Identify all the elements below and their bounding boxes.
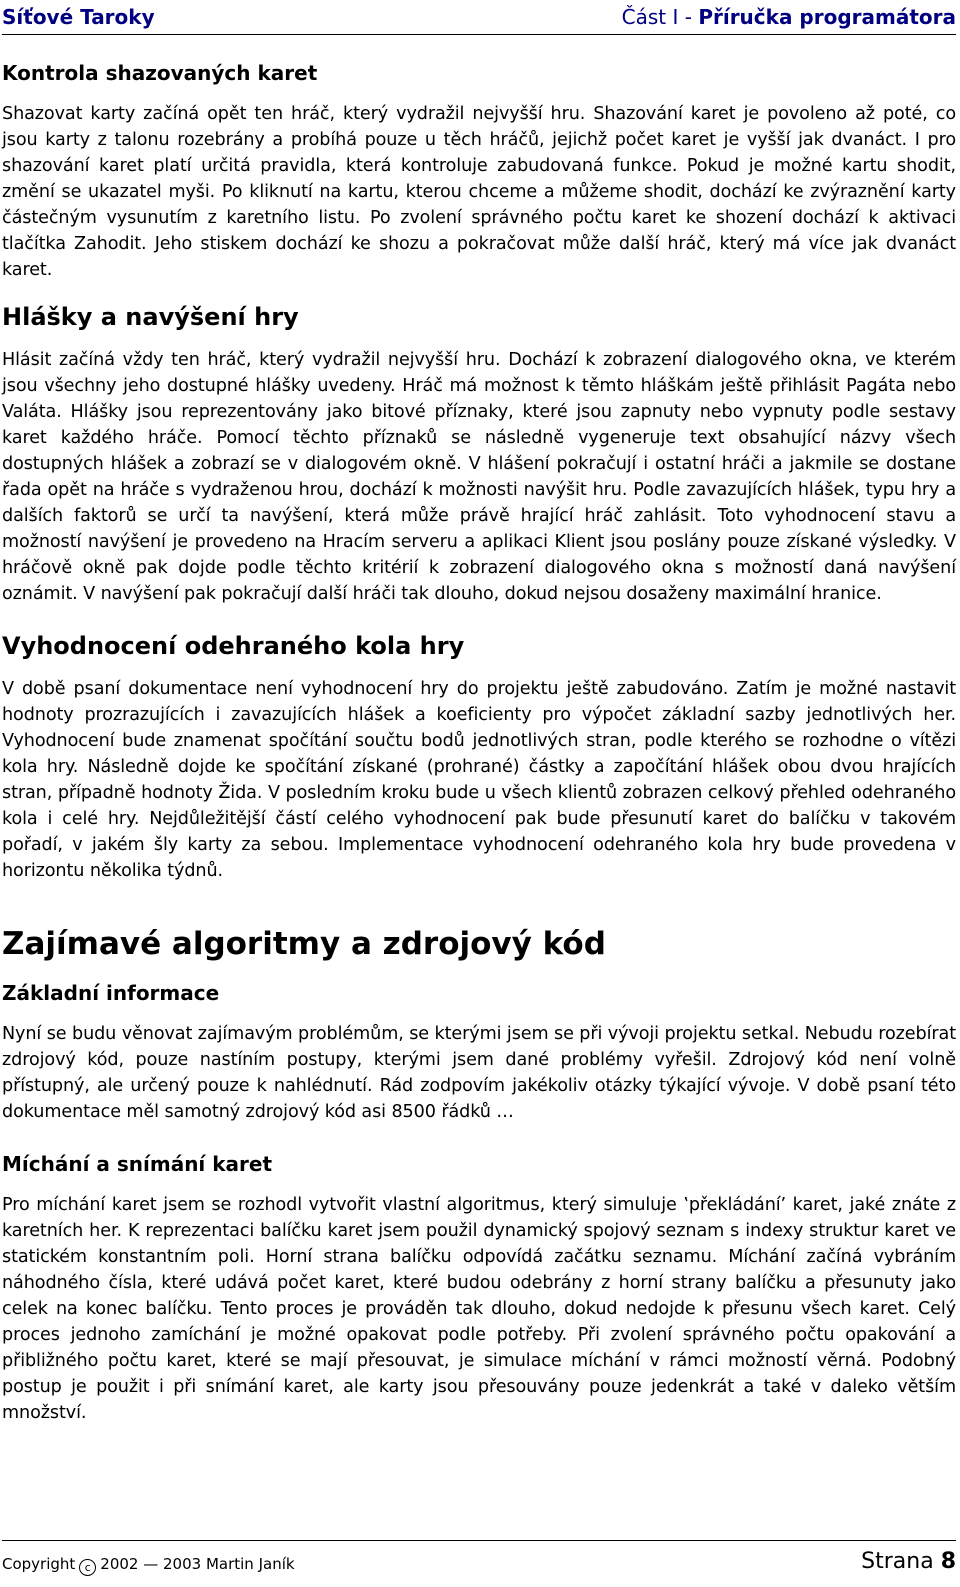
header-part-title: Příručka programátora: [698, 5, 956, 29]
header-part-prefix: Část I -: [621, 5, 699, 29]
page-header: [2, 4, 956, 35]
copyright-icon: c: [79, 1559, 96, 1576]
copyright-label: Copyright: [2, 1555, 76, 1573]
section-heading-zakladni: Základní informace: [2, 981, 220, 1005]
page-number-block: [861, 1548, 956, 1576]
section-text-hlasky: Hlásit začíná vždy ten hráč, který vydražil nejvyšší hru. Dochází k zobrazení dialogového okna, ve kterém jsou všechny jeho dostupné hlášky uvedeny. Hráč má možnost k těmto hláškám ještě přihlásit Pagáta nebo Valáta. Hlášky jsou reprezentovány jako bitové příznaky, které jsou zapnuty nebo vypnuty podle sestavy karet každého hráče. Pomocí těchto příznaků se následně vygeneruje text obsahující názvy všech dostupných hlášek a zobrazí se v dialogovém okně. V hlášení pokračují i ostatní hráči a jakmile se dostane řada opět na hráče s vydraženou hrou, dochází k možnosti navýšit hru. Podle zavazujících hlášek, typu hry a dalších faktorů se určí ta navýšení, která může právě hrající hráč zahlásit. Toto vyhodnocení stavu a možností navýšení je provedeno na Hracím serveru a aplikaci Klient jsou poslány pouze získané výsledky. V hráčově okně pak dojde podle těchto kritérií k zobrazení dialogového okna s možností daná navýšení oznámit. V navýšení pak pokračují další hráči tak dlouho, dokud nejsou dosaženy maximální hranice.: [2, 350, 956, 604]
header-part: [622, 4, 956, 30]
section-heading-hlasky: Hlášky a navýšení hry: [2, 303, 299, 331]
section-heading-michani: Míchání a snímání karet: [2, 1152, 273, 1176]
copyright-line: [2, 1552, 295, 1576]
page-footer: [2, 1540, 956, 1587]
chapter-heading: Zajímavé algoritmy a zdrojový kód: [2, 926, 606, 962]
copyright-years-author: 2002 — 2003 Martin Janík: [100, 1555, 295, 1573]
section-text-vyhodnoceni: V době psaní dokumentace není vyhodnocení hry do projektu ještě zabudováno. Zatím je možné nastavit hodnoty prozrazujících i zavazujících hlášek a koeficienty pro výpočet základní sazby jednotlivých her. Vyhodnocení bude znamenat spočítání součtu bodů jednotlivých stran, podle kterého se rozhodne o vítězi kola hry. Následně dojde ke spočítání získané (prohrané) částky a započítání hlášek obou dvou hrajících stran, případně hodnoty Žida. V posledním kroku bude u všech klientů zobrazen celkový přehled odehraného kola i celé hry. Nejdůležitější částí celého vyhodnocení pak bude přesunutí karet do balíčku v takovém pořadí, v jakém šly karty za sebou. Implementace vyhodnocení odehraného kola hry bude provedena v horizontu několika týdnů.: [2, 679, 956, 881]
header-title: Síťové Taroky: [2, 5, 155, 29]
section-text-kontrola: Shazovat karty začíná opět ten hráč, který vydražil nejvyšší hru. Shazování karet je povoleno až poté, co jsou karty z talonu rozebrány a probíhá pouze u těch hráčů, jejichž počet karet je vyšší jak dvanáct. I pro shazování karet platí určitá pravidla, která kontroluje zabudovaná funkce. Pokud je možné kartu shodit, změní se ukazatel myši. Po kliknutí na kartu, kterou chceme a můžeme shodit, dochází ke zvýraznění karty částečným vysunutím z karetního listu. Po zvolení správného počtu karet ke shození dochází k aktivaci tlačítka Zahodit. Jeho stiskem dochází ke shozu a pokračovat může další hráč, který má více jak dvanáct karet.: [2, 104, 956, 280]
page-content: [2, 60, 956, 1426]
section-heading-vyhodnoceni: Vyhodnocení odehraného kola hry: [2, 632, 465, 660]
section-text-zakladni: Nyní se budu věnovat zajímavým problémům, se kterými jsem se při vývoji projektu setkal. Nebudu rozebírat zdrojový kód, pouze nastíním postupy, kterými jsem dané problémy vyřešil. Zdrojový kód není volně přístupný, ale určený pouze k nahlédnutí. Rád zodpovím jakékoliv otázky týkající vývoje. V době psaní této dokumentace měl samotný zdrojový kód asi 8500 řádků …: [2, 1024, 956, 1122]
page-number: 8: [940, 1549, 956, 1574]
section-text-michani: Pro míchání karet jsem se rozhodl vytvořit vlastní algoritmus, který simuluje ‛překládání’ karet, jaké znáte z karetních her. K reprezentaci balíčku karet jsem použil dynamický spojový seznam s indexy struktur karet ve statickém konstantním poli. Horní strana balíčku odpovídá začátku seznamu. Míchání začíná vybráním náhodného čísla, které udává počet karet, které budou odebrány z horní strany balíčku a přesunuty jako celek na konec balíčku. Tento proces je prováděn tak dlouho, dokud nedojde k přesunu všech karet. Celý proces jednoho zamíchání je možné opakovat podle potřeby. Při zvolení správného počtu opakování a přibližného počtu karet, které se mají přesouvat, je simulace míchání v rámci možností věrná. Podobný postup je použit i při snímání karet, ale karty jsou přesouvány pouze jedenkrát a také v daleko větším množství.: [2, 1195, 956, 1423]
page-label: Strana: [861, 1549, 934, 1574]
section-heading-kontrola: Kontrola shazovaných karet: [2, 61, 318, 85]
